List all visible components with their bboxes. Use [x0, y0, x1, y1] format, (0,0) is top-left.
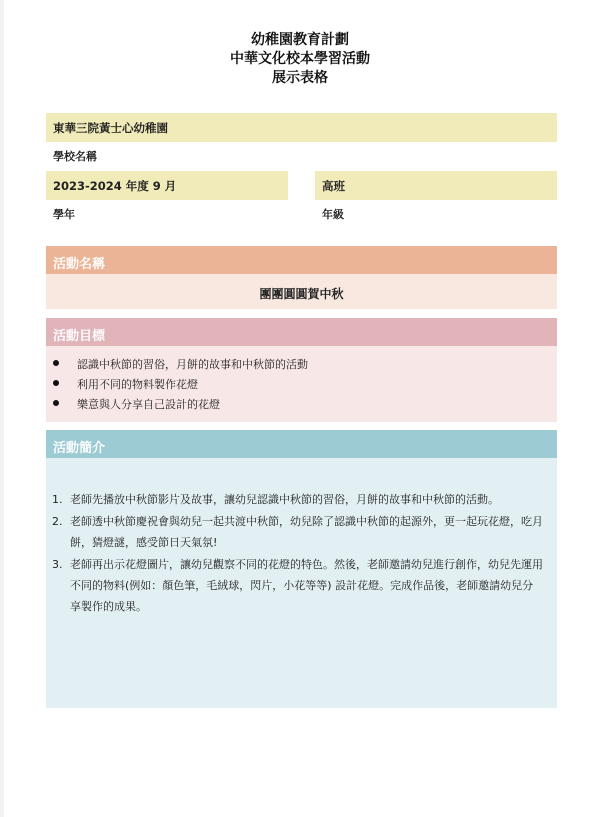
intro-item-number: 1.	[52, 493, 63, 506]
grade-value: 高班	[315, 171, 557, 200]
objective-item	[53, 356, 557, 376]
intro-item-text: 老師透中秋節慶祝會與幼兒一起共渡中秋節，幼兒除了認識中秋節的起源外，更一起玩花燈，吃月餅，猜燈謎，感受節日天氣氛!	[70, 515, 543, 549]
intro-item	[52, 489, 543, 510]
activity-name-value: 團團圓圓賀中秋	[46, 274, 557, 309]
page-edge	[0, 0, 4, 817]
intro-list	[46, 458, 557, 708]
intro-item	[52, 511, 543, 553]
intro-item-number: 2.	[52, 515, 63, 528]
intro-item-text: 老師再出示花燈圖片，讓幼兒觀察不同的花燈的特色。然後，老師邀請幼兒進行創作，幼兒先運用不同的物料(例如：顏色筆，毛絨球，閃片，小花等等) 設計花燈。完成作品後，老師邀請幼兒分享製作的成果。	[70, 558, 543, 613]
objective-text: 認識中秋節的習俗，月餅的故事和中秋節的活動	[77, 358, 308, 371]
objective-text: 樂意與人分享自己設計的花燈	[77, 398, 220, 411]
header-title-line2: 中華文化校本學習活動	[230, 51, 370, 67]
intro-item-text: 老師先播放中秋節影片及故事，讓幼兒認識中秋節的習俗，月餅的故事和中秋節的活動。	[70, 493, 499, 506]
bullet-icon	[53, 400, 59, 406]
form-header	[0, 31, 600, 88]
header-title-line1: 幼稚園教育計劃	[251, 32, 349, 48]
school-name-label: 學校名稱	[53, 150, 97, 163]
bullet-icon	[53, 380, 59, 386]
school-name-value: 東華三院黃士心幼稚園	[46, 113, 557, 142]
objective-item	[53, 376, 557, 396]
activity-name-heading: 活動名稱	[46, 246, 557, 274]
objective-item	[53, 396, 557, 416]
bullet-icon	[53, 360, 59, 366]
intro-heading: 活動簡介	[46, 430, 557, 458]
intro-item-number: 3.	[52, 558, 63, 571]
intro-item	[52, 554, 543, 617]
grade-label: 年級	[322, 208, 344, 221]
objectives-heading: 活動目標	[46, 318, 557, 346]
objective-text: 利用不同的物料製作花燈	[77, 378, 198, 391]
school-year-value: 2023-2024 年度 9 月	[46, 171, 288, 200]
header-title-line3: 展示表格	[272, 70, 328, 86]
objectives-list	[46, 346, 557, 422]
school-year-label: 學年	[53, 208, 75, 221]
